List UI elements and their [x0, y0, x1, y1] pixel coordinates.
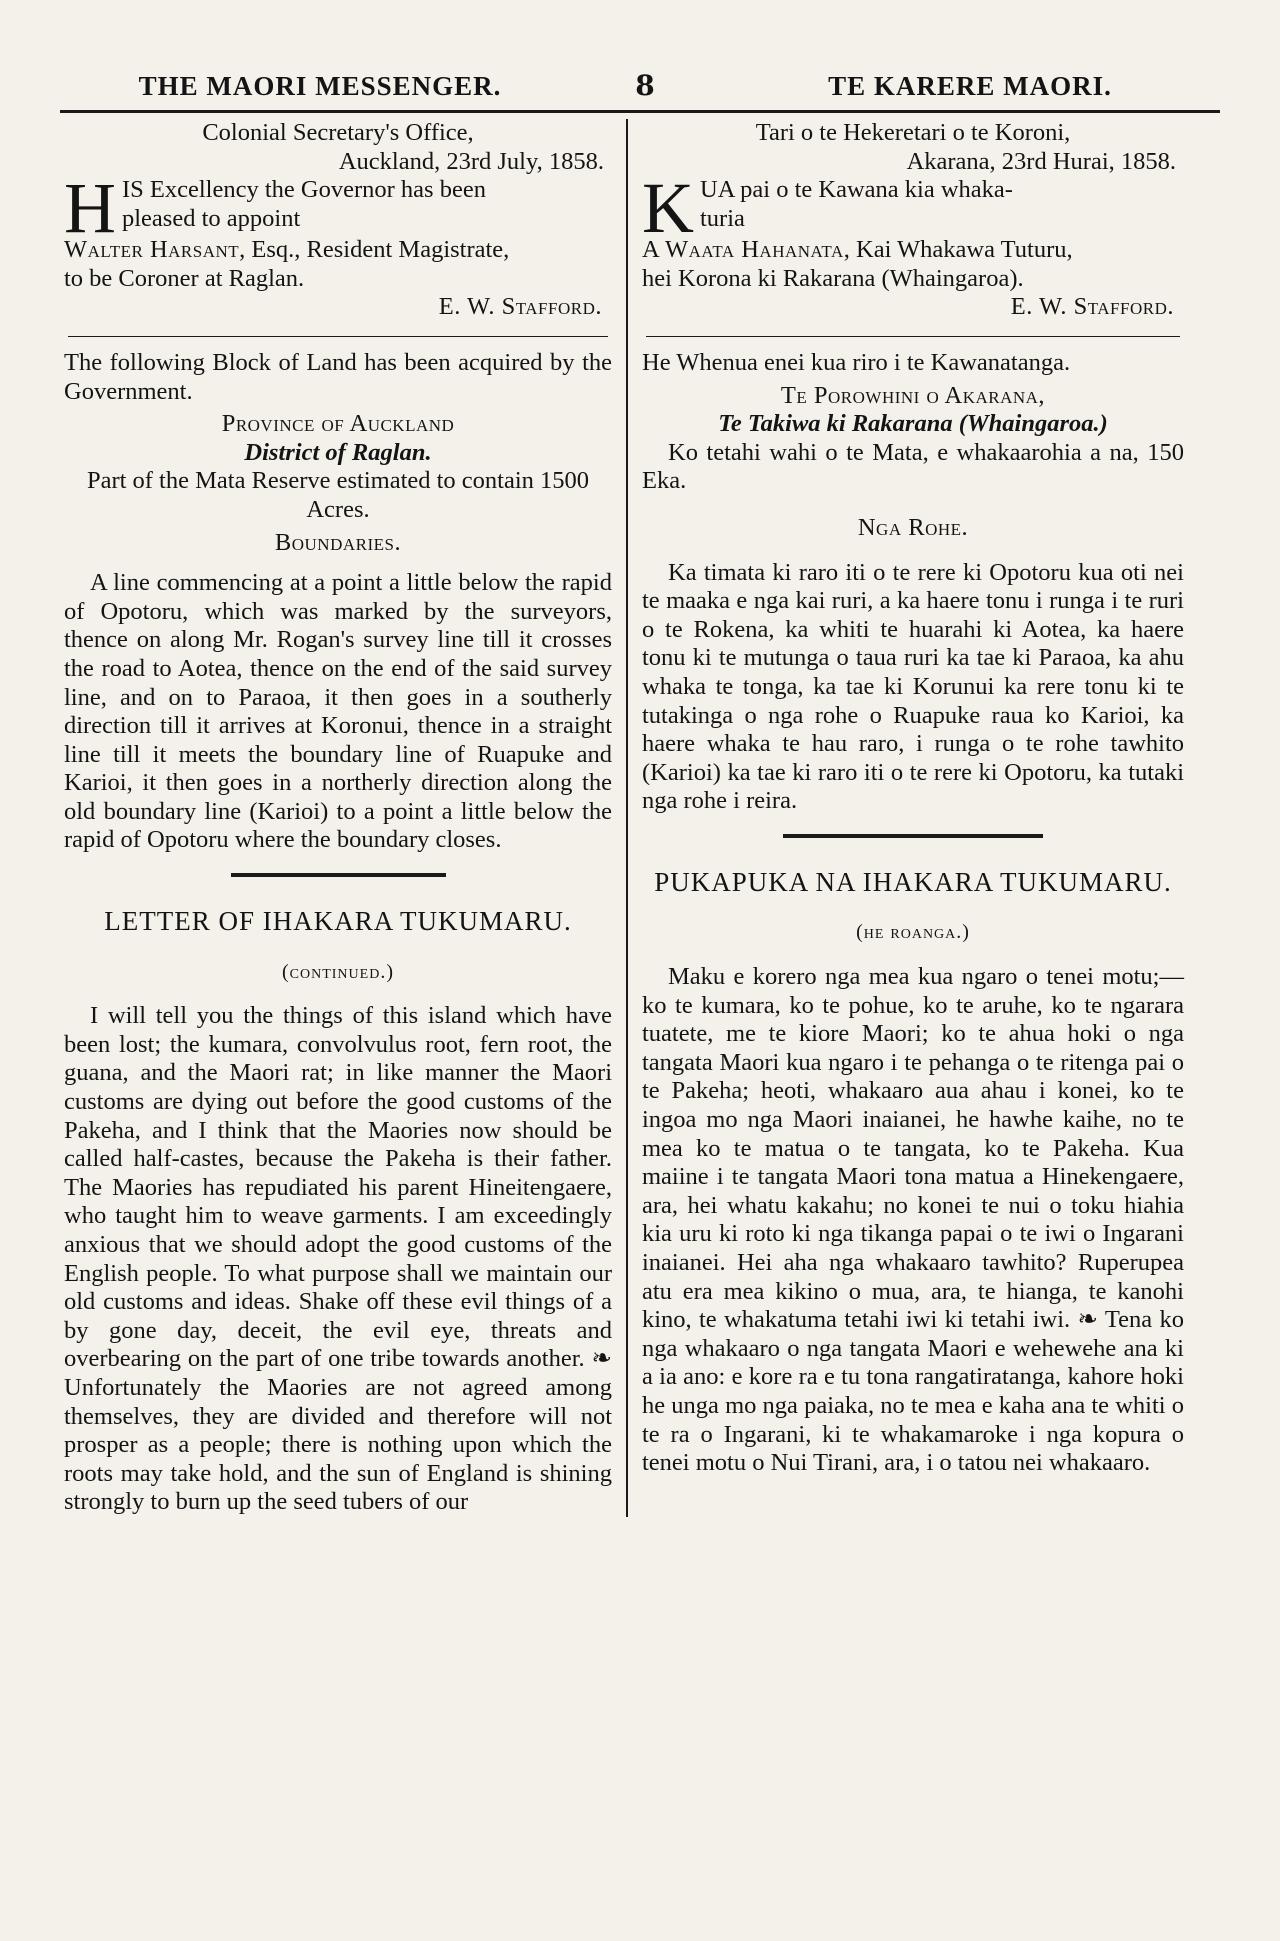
letter-english	[64, 907, 612, 1517]
masthead	[60, 40, 1230, 102]
drop-cap: K	[642, 176, 694, 237]
province-heading: Te Porowhini o Akarana,	[780, 381, 1046, 409]
notice-office: Tari o te Hekeretari o te Koroni,	[755, 119, 1071, 146]
maori-column	[628, 119, 1194, 1517]
notice-line: pleased to appoint	[122, 204, 301, 232]
notice-place-date: Auckland, 23rd July, 1858.	[338, 147, 604, 175]
masthead-maori-title: TE KARERE MAORI.	[828, 71, 1112, 101]
province-heading: Province of Auckland	[221, 410, 455, 438]
letter-title: PUKAPUKA NA IHAKARA TUKUMARU.	[654, 866, 1172, 897]
appointee-title: , Esq., Resident Magistrate,	[239, 236, 510, 264]
notice-signature: E. W. Stafford.	[438, 293, 602, 321]
boundaries-heading: Nga Rohe.	[857, 513, 969, 541]
notice-office: Colonial Secretary's Office,	[202, 119, 474, 146]
boundaries-text: A line commencing at a point a little below the rapid of Opotoru, which was marked by the surveyors, thence on along Mr. Rogan's survey line till it crosses the road to Aotea, thence on the end of the said survey line, and on to Paraoa, it then goes in a southerly direction till it arrives at Koronui, thence in a straight line till it meets the boundary line of Ruapuke and Karioi, it then goes in a northerly direction along the old boundary line (Karioi) to a point a little below the rapid of Opotoru where the boundary closes.	[64, 569, 612, 854]
appointee-name: Walter Harsant	[64, 236, 240, 264]
masthead-english-title: THE MAORI MESSENGER.	[138, 71, 502, 101]
district-heading: District of Raglan.	[244, 438, 432, 466]
two-column-body	[60, 119, 1230, 1517]
appointee-role: to be Coroner at Raglan.	[64, 264, 305, 292]
notice-line: UA pai o te Kawana kia whaka-	[700, 176, 1013, 204]
district-heading: Te Takiwa ki Rakarana (Whaingaroa.)	[718, 410, 1108, 438]
letter-body: I will tell you the things of this island which have been lost; the kumara, convolvulus root, fern root, the guana, and the Maori rat; in like manner the Maori customs are dying out before the good customs of the Pakeha, and I think that the Maories now should be called half-castes, because the Pakeha is their father. The Maories has repudiated his parent Hineitengaere, who taught him to weave garments. I am exceedingly anxious that we should adopt the good customs of the English people. To what purpose shall we maintain our old customs and ideas. Shake off these evil things of a by gone day, deceit, the evil eye, threats and overbearing on the part of one tribe towards another. ❧ Unfortunately the Maories are not agreed among themselves, they are divided and therefore will not prosper as a people; there is nothing upon which the roots may take hold, and the sun of England is shining strongly to burn up the seed tubers of our	[64, 1002, 612, 1516]
appointee-role: hei Korona ki Rakarana (Whaingaroa).	[642, 264, 1024, 292]
letter-continued-label: (continued.)	[282, 960, 394, 983]
letter-continued-label: (he roanga.)	[856, 921, 970, 944]
newspaper-page	[60, 40, 1230, 1900]
land-intro: The following Block of Land has been acquired by the Government.	[64, 348, 612, 405]
land-part: Ko tetahi wahi o te Mata, e whakaarohia a na, 150 Eka.	[642, 438, 1184, 495]
coroner-notice-english	[64, 119, 612, 322]
notice-place-date: Akarana, 23rd Hurai, 1858.	[906, 147, 1176, 175]
notice-signature: E. W. Stafford.	[1010, 293, 1174, 321]
letter-title: LETTER OF IHAKARA TUKUMARU.	[104, 906, 572, 937]
land-intro: He Whenua enei kua riro i te Kawanatanga.	[642, 348, 1071, 376]
appointee-name: A Waata Hahanata	[642, 236, 844, 264]
land-notice-maori	[642, 349, 1184, 816]
boundaries-text: Ka timata ki raro iti o te rere ki Opotoru kua oti nei te maaka e nga kai ruri, a ka haere tonu i runga i te ruri o te Rokena, ka whiti te huarahi ki Aotea, ka haere tonu ki te mutunga o taua ruri ka tae ki Paraoa, ka ahu whaka te tonga, ka tae ki Korunui ka rere tonu ki te tutakinga o nga rohe o Ruapuke raua ko Karioi, ka haere whaka te hau raro, i runga o te rohe tawhito (Karioi) ka tae ki raro iti o te rere ki Opotoru, ka tutaki nga rohe i reira.	[642, 558, 1184, 815]
land-part: Part of the Mata Reserve estimated to contain 1500 Acres.	[86, 467, 590, 523]
section-divider	[783, 834, 1043, 838]
section-divider	[68, 336, 608, 337]
page-number: 8	[635, 69, 655, 102]
notice-line: turia	[700, 204, 745, 232]
section-divider	[646, 336, 1180, 337]
masthead-rule	[60, 110, 1220, 113]
notice-line: IS Excellency the Governor has been	[122, 176, 486, 204]
drop-cap: H	[64, 176, 116, 237]
coroner-notice-maori	[642, 119, 1184, 322]
letter-maori	[642, 868, 1184, 1478]
boundaries-heading: Boundaries.	[274, 528, 402, 556]
letter-body: Maku e korero nga mea kua ngaro o tenei motu;—ko te kumara, ko te pohue, ko te aruhe, ko te ngarara tuatete, me te kiore Maori; ko te ahua hoki o nga tangata Maori kua ngaro i te pehanga o te ritenga pai o te Pakeha; heoti, whakaaro aua ahau i konei, ko te ingoa mo nga Maori inaianei, he hawhe kaihe, no te mea ko te matua o te tangata, ko te Pakeha. Kua maiine i te tangata Maori tona matua a Hinekengaere, ara, hei whatu kakahu; no konei te nui o toku hiahia kia uru ki roto ki nga tikanga papai o te iwi o Ingarani inaianei. Hei aha nga whakaaro tawhito? Ruperupea atu era mea kikino o mua, ara, te hianga, te kanohi kino, te whakatuma tetahi iwi ki tetahi iwi. ❧ Tena ko nga whakaaro o nga tangata Maori e wehewehe ana ki a ia ano: e kore ra e tu tona rangatiratanga, kahore hoki he unga mo nga paiaka, no te mea e kaha ana te whiti o te ra o Ingarani, ki te whakamaroke i nga kopura o tenei motu o Nui Tirani, ara, i o tatou nei whakaaro.	[642, 963, 1184, 1477]
english-column	[60, 119, 626, 1517]
land-notice-english	[64, 349, 612, 855]
appointee-title: , Kai Whakawa Tuturu,	[843, 236, 1073, 264]
section-divider	[231, 873, 446, 877]
